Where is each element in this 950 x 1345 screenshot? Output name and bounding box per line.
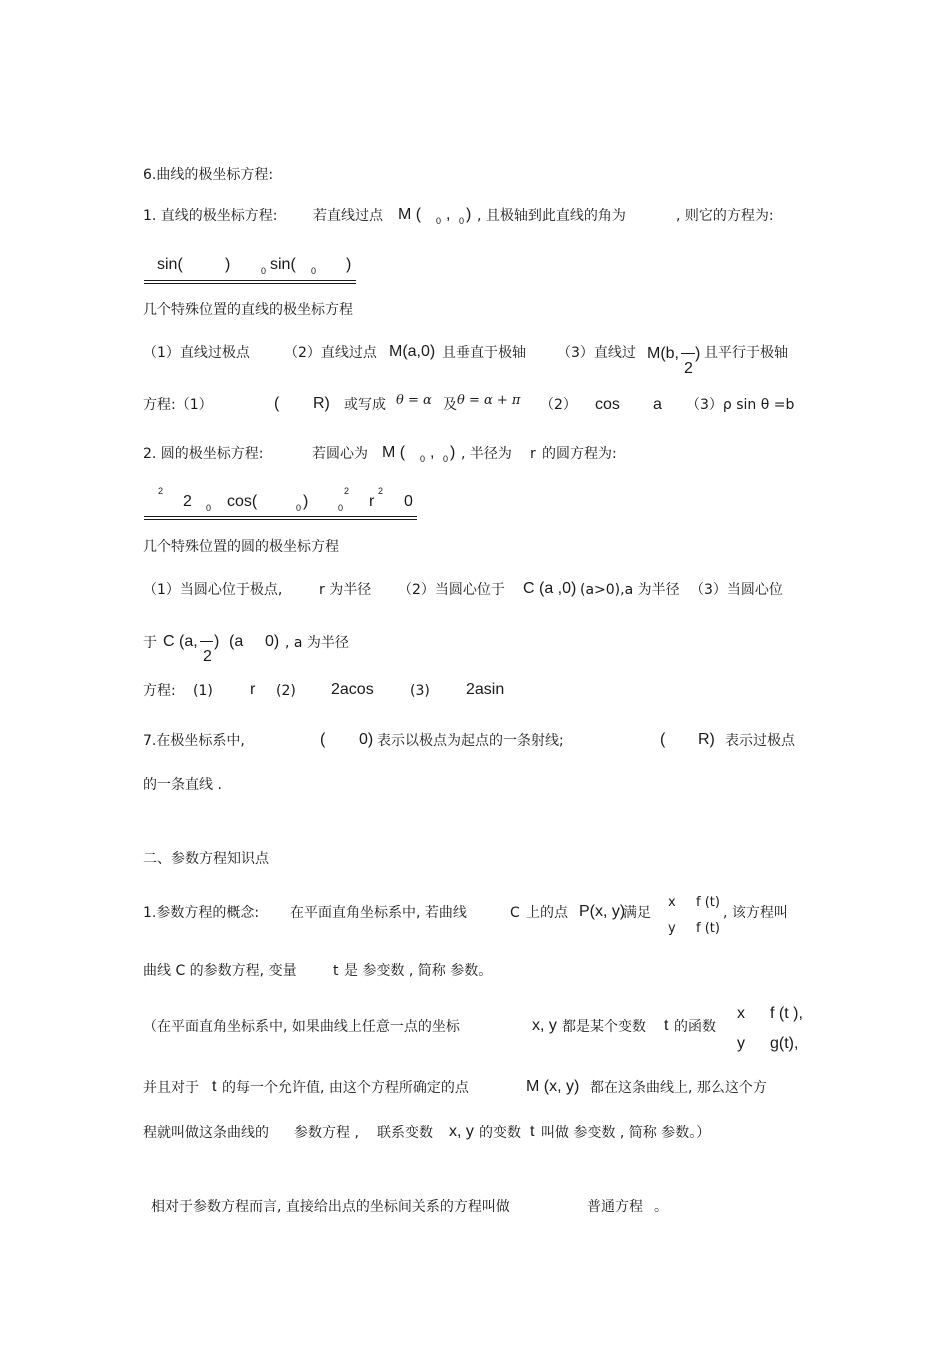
item2-label: 2. 圆的极坐标方程: bbox=[143, 446, 264, 462]
line-eq-underline bbox=[144, 280, 356, 284]
special-circle-3-cond2: 0) bbox=[265, 633, 280, 650]
special-circle-3-cond: (a bbox=[229, 633, 244, 650]
special-line-2: （2）直线过点 bbox=[284, 345, 377, 361]
eq-label: 方程:（1） bbox=[143, 397, 213, 413]
line-eq-a: sin( bbox=[157, 256, 183, 273]
eq1-a: ( bbox=[274, 395, 280, 412]
special-circle-2-point: C (a ,0) bbox=[523, 580, 577, 597]
sec7-a1: ( bbox=[320, 731, 326, 748]
item1-sub1: 0 bbox=[436, 216, 442, 226]
item1-sub2: 0 bbox=[459, 216, 465, 226]
special-line-3-fracbar bbox=[681, 353, 695, 354]
p1-text2: 上的点 bbox=[526, 905, 568, 921]
p3-t: t bbox=[664, 1017, 669, 1034]
circ-close: ) bbox=[303, 493, 309, 510]
sec7-text2: 表示以极点为起点的一条射线; bbox=[377, 733, 564, 749]
p3-xy: x, y bbox=[532, 1017, 557, 1034]
item2-sub2: 0 bbox=[443, 454, 449, 464]
special-line-title: 几个特殊位置的直线的极坐标方程 bbox=[143, 302, 353, 318]
circ-sup1: 2 bbox=[158, 486, 164, 496]
sec7-text3: 表示过极点 bbox=[725, 733, 795, 749]
item2-text: 若圆心为 bbox=[312, 446, 368, 462]
special-line-2-rest: 且垂直于极轴 bbox=[442, 345, 526, 361]
sec7-text4: 的一条直线 . bbox=[143, 777, 222, 793]
special-circle-2-rest: (a>0),a 为半径 bbox=[580, 582, 680, 598]
sys-fx: f (t) bbox=[696, 895, 720, 910]
sys2-fx: f (t ), bbox=[770, 1005, 803, 1022]
special-circle-1-r: r 为半径 bbox=[319, 582, 372, 598]
ceq3: (3) bbox=[410, 683, 430, 699]
sys-x: x bbox=[668, 895, 676, 910]
p3-text2: 都是某个变数 bbox=[562, 1019, 646, 1035]
special-circle-3-point: C (a, bbox=[163, 633, 198, 650]
special-circle-3-rest: , a 为半径 bbox=[285, 635, 349, 651]
ceq1-v: r bbox=[250, 681, 256, 698]
eq1-b: R) bbox=[313, 395, 330, 412]
p5-xy: x, y bbox=[449, 1123, 474, 1140]
eq2-label: （2） bbox=[540, 397, 577, 413]
p1-text4: , 该方程叫 bbox=[723, 905, 788, 921]
circ-r: r bbox=[369, 493, 375, 510]
sys-fy: f (t) bbox=[696, 921, 720, 936]
ceq-label: 方程: bbox=[143, 683, 176, 699]
item1-point: M ( bbox=[398, 206, 422, 223]
sys2-gy: g(t), bbox=[770, 1035, 799, 1052]
special-line-3-point: M(b, bbox=[647, 345, 679, 362]
item1-comma: , bbox=[446, 206, 451, 223]
item2-sub1: 0 bbox=[420, 454, 426, 464]
special-line-3: （3）直线过 bbox=[557, 345, 636, 361]
p3-text3: 的函数 bbox=[674, 1019, 716, 1035]
item1-label: 1. 直线的极坐标方程: bbox=[143, 208, 278, 224]
special-circle-1: （1）当圆心位于极点, bbox=[143, 582, 283, 598]
section-6-title: 6.曲线的极坐标方程: bbox=[143, 167, 274, 183]
special-circle-3-close: ) bbox=[214, 633, 220, 650]
circ-sub0c: 0 bbox=[338, 503, 344, 513]
special-line-3-close: ) bbox=[695, 345, 701, 362]
eq2-b: a bbox=[653, 396, 662, 413]
p3-text: （在平面直角坐标系中, 如果曲线上任意一点的坐标 bbox=[143, 1019, 460, 1035]
p5-t: t bbox=[530, 1123, 535, 1140]
circ-eq-underline bbox=[144, 516, 417, 520]
eq1-and: 及 bbox=[443, 397, 457, 413]
part2-title: 二、参数方程知识点 bbox=[143, 851, 269, 867]
eq1-or: 或写成 bbox=[344, 397, 386, 413]
item1-rest: , 且极轴到此直线的角为 bbox=[477, 208, 626, 224]
line-eq-d: ) bbox=[346, 256, 352, 273]
item2-point: M ( bbox=[382, 444, 406, 461]
circ-sub0: 0 bbox=[206, 503, 212, 513]
p5-text4: 叫做 参变数 , 简称 参数。） bbox=[541, 1125, 711, 1141]
p4-text: 并且对于 bbox=[143, 1080, 199, 1096]
special-circle-3-fracbar bbox=[200, 641, 213, 642]
item2-comma: , bbox=[430, 444, 435, 461]
p2-t: t bbox=[333, 963, 339, 979]
p1-text3: 满足 bbox=[623, 905, 651, 921]
p4-point: M (x, y) bbox=[526, 1078, 580, 1095]
line-eq-c: sin( bbox=[270, 256, 296, 273]
ceq3-v: 2asin bbox=[466, 681, 505, 698]
eq3: （3）ρ sin θ =b bbox=[686, 397, 795, 413]
special-line-2-point: M(a,0) bbox=[389, 343, 436, 360]
sec7-a2: 0) bbox=[359, 731, 374, 748]
sys2-y: y bbox=[737, 1035, 745, 1052]
p5-text2: 联系变数 bbox=[377, 1125, 433, 1141]
special-line-1: （1）直线过极点 bbox=[143, 345, 250, 361]
p6-end: 。 bbox=[654, 1199, 668, 1215]
circ-sub0b: 0 bbox=[296, 503, 302, 513]
p4-text3: 都在这条曲线上, 那么这个方 bbox=[590, 1080, 767, 1096]
ceq2: (2) bbox=[276, 683, 296, 699]
sec7-text1: 7.在极坐标系中, bbox=[143, 733, 245, 749]
p4-text2: 的每一个允许值, 由这个方程所确定的点 bbox=[222, 1080, 469, 1096]
sys2-x: x bbox=[737, 1005, 745, 1022]
p2-rest: 是 参变数 , 简称 参数。 bbox=[344, 963, 493, 979]
special-circle-3: （3）当圆心位 bbox=[690, 582, 783, 598]
item2-r: r bbox=[530, 446, 536, 462]
p1-label: 1.参数方程的概念: bbox=[143, 905, 260, 921]
p2-text: 曲线 C 的参数方程, 变量 bbox=[143, 963, 297, 979]
item2-close: ) bbox=[450, 444, 456, 461]
sec7-b1: ( bbox=[660, 731, 666, 748]
item1-close: ) bbox=[466, 206, 472, 223]
p6-keyword: 普通方程 bbox=[587, 1199, 643, 1215]
item2-rest2: 的圆方程为: bbox=[542, 446, 617, 462]
p1-c: C bbox=[510, 905, 520, 921]
p1-text: 在平面直角坐标系中, 若曲线 bbox=[290, 905, 467, 921]
line-eq-sub: 0 bbox=[261, 266, 267, 276]
special-circle-3-den: 2 bbox=[203, 648, 212, 665]
p1-point: P(x, y) bbox=[579, 903, 626, 920]
item1-rest2: , 则它的方程为: bbox=[676, 208, 774, 224]
circ-zero: 0 bbox=[404, 493, 413, 510]
special-line-3-rest: 且平行于极轴 bbox=[704, 345, 788, 361]
special-circle-title: 几个特殊位置的圆的极坐标方程 bbox=[143, 539, 339, 555]
circ-sup2: 2 bbox=[344, 486, 350, 496]
item1-text: 若直线过点 bbox=[313, 208, 383, 224]
special-circle-3-b: 于 bbox=[143, 635, 157, 651]
item2-rest: , 半径为 bbox=[461, 446, 512, 462]
sys-y: y bbox=[668, 921, 676, 936]
circ-2: 2 bbox=[183, 493, 192, 510]
eq1-formula2: θ = α + π bbox=[457, 393, 521, 408]
p5-text3: 的变数 bbox=[479, 1125, 521, 1141]
eq1-formula1: θ = α bbox=[396, 393, 432, 408]
p4-t: t bbox=[212, 1078, 217, 1095]
ceq2-v: 2acos bbox=[331, 681, 374, 698]
p6-text: 相对于参数方程而言, 直接给出点的坐标间关系的方程叫做 bbox=[151, 1199, 510, 1215]
eq2-a: cos bbox=[595, 396, 620, 413]
p5-text: 程就叫做这条曲线的 bbox=[143, 1125, 269, 1141]
special-circle-2: （2）当圆心位于 bbox=[398, 582, 505, 598]
circ-sup3: 2 bbox=[378, 486, 384, 496]
sec7-b2: R) bbox=[698, 731, 715, 748]
p5-keyword: 参数方程 , bbox=[294, 1125, 359, 1141]
line-eq-sub2: 0 bbox=[311, 266, 317, 276]
circ-cos: cos( bbox=[227, 493, 258, 510]
special-line-3-den: 2 bbox=[684, 360, 693, 377]
line-eq-b: ) bbox=[225, 256, 231, 273]
ceq1: (1) bbox=[193, 683, 213, 699]
